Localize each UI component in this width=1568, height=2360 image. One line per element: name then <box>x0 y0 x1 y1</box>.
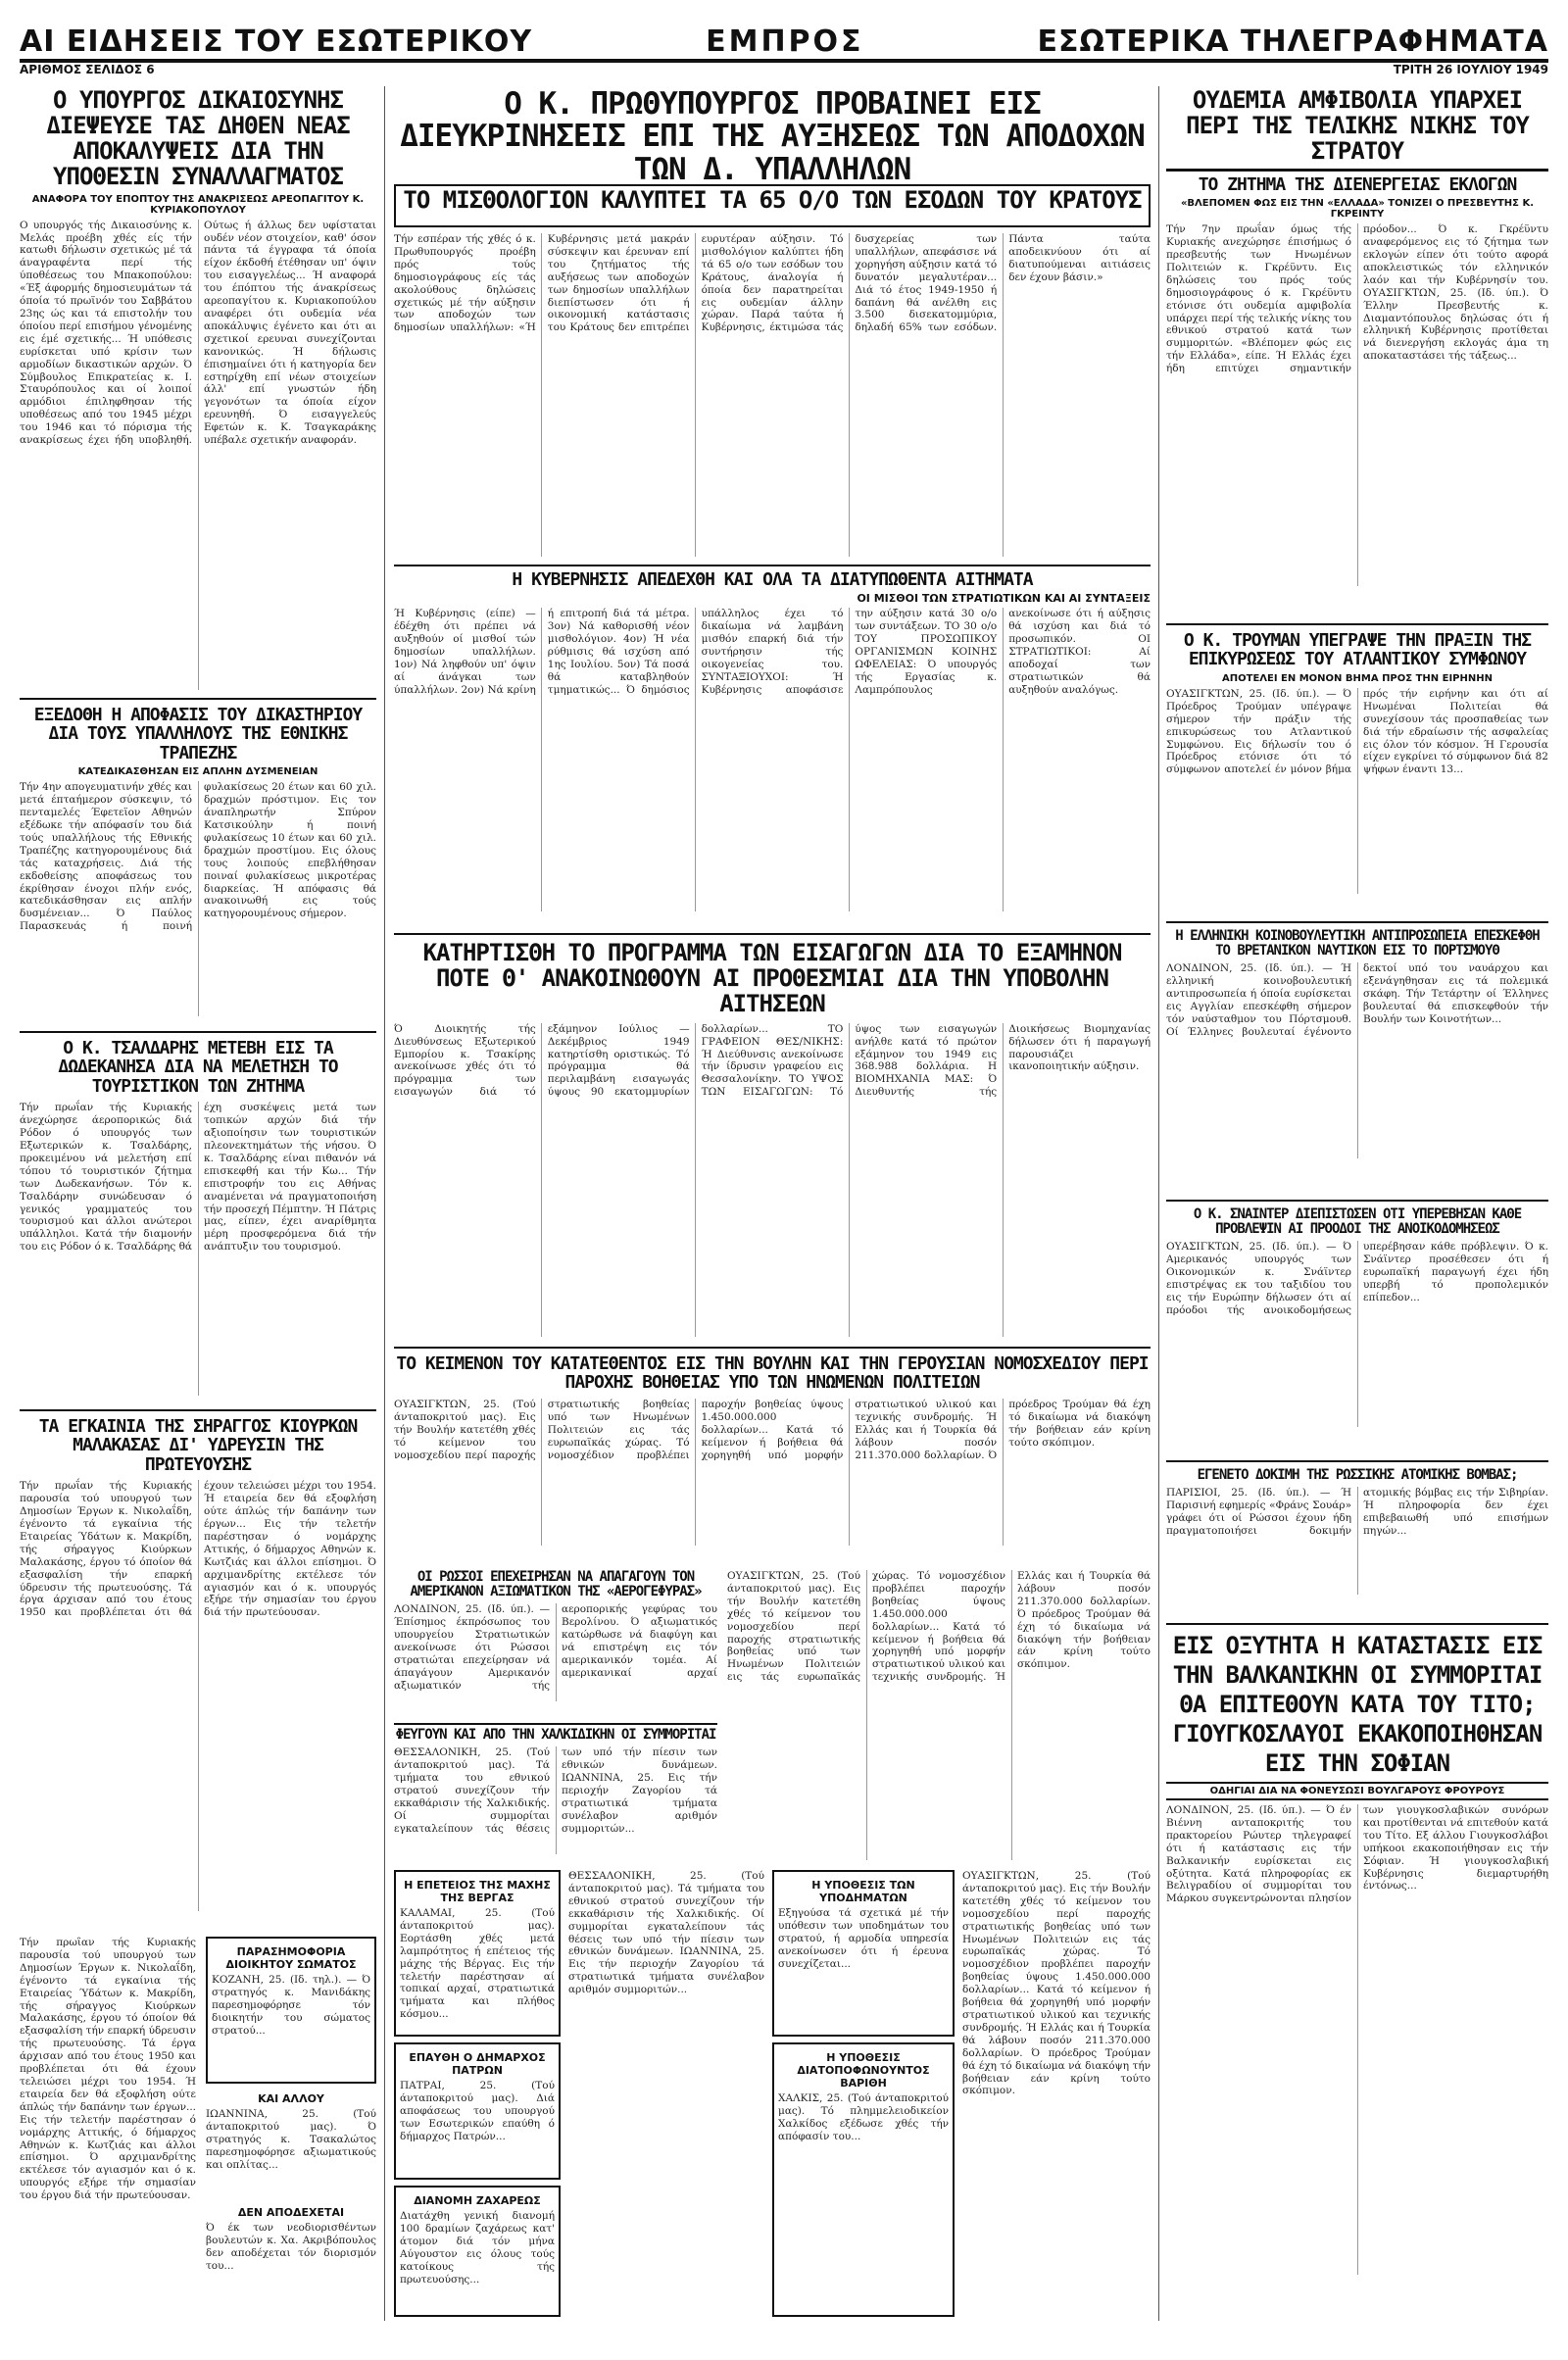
headline: ΟΙ ΡΩΣΣΟΙ ΕΠΕΧΕΙΡΗΣΑΝ ΝΑ ΑΠΑΓΑΓΟΥΝ ΤΟΝ ΑΜΕΡΙΚΑΝΟΝ ΑΞΙΩΜΑΤΙΚΟΝ ΤΗΣ «ΑΕΡΟΓΕΦΥΡΑΣ» <box>410 1570 702 1600</box>
headline: ΤΑ ΕΓΚΑΙΝΙΑ ΤΗΣ ΣΗΡΑΓΓΟΣ ΚΙΟΥΡΚΩΝ ΜΑΛΑΚΑΣΑΣ ΔΙ' ΥΔΡΕΥΣΙΝ ΤΗΣ ΠΡΩΤΕΥΟΥΣΗΣ <box>38 1417 358 1475</box>
article-balkans <box>1166 1631 1548 2317</box>
divider-bar <box>1166 169 1548 172</box>
article-atomic-bomb <box>1166 1468 1548 1617</box>
section-rule <box>394 933 1151 935</box>
section-rule <box>1166 921 1548 923</box>
issue-date: ΤΡΙΤΗ 26 ΙΟΥΛΙΟΥ 1949 <box>1393 63 1548 76</box>
subheadline-box <box>394 184 1151 227</box>
article-body: Τήν πρωΐαν τής Κυριακής άνεχώρησε άεροπορικώς διά Ρόδον ό υπουργός των Εξωτερικών κ. Τσαλδάρης, προκειμένου νά μελετήση επί τόπου τό τουριστικόν ζήτημα των Δωδεκανήσων. Τόν κ. Τσαλδάρην συνώδευσαν ό γενικός γραμματεύς του τουρισμού και άλλοι ανώτεροι υπάλληλοι. Κατά τήν διαμονήν του εις Ρόδον ό κ. Τσαλδάρης θά έχη συσκέψεις μετά των τοπικών αρχών διά τήν αξιοποίησιν των τουριστικών πλεονεκτημάτων τής νήσου. Ό κ. Τσαλδάρης είναι πιθανόν νά επισκεφθή και τήν Κω... Τήν επιστροφήν του εις Αθήνας αναμένεται νά πραγματοποιήση τήν προσεχή Πέμπτην. Ή Πάτρις μας, είπεν, έχει αναρίθμητα μέρη προσφερόμενα διά τήν ανάπτυξιν του τουρισμού. <box>20 1102 376 1254</box>
article-body: ΠΑΤΡΑΙ, 25. (Τού άνταποκριτού μας). Διά αποφάσεως του υπουργού των Εσωτερικών επαύθη ό δήμαρχος Πατρών... <box>400 2080 555 2142</box>
article-body: ΠΑΡΙΣΙΟΙ, 25. (Ιδ. ύπ.). — Ή Παρισινή εφημερίς «Φράνς Σουάρ» γράφει ότι οί Ρώσσοι έχουν ήδη πραγματοποιήσει δοκιμήν ατομικής βόμβας εις τήν Σιβηρίαν. Ή πληροφορία δεν έχει επιβεβαιωθή υπό επισήμων πηγών... <box>1166 1487 1548 1537</box>
byline: «ΒΛΕΠΟΜΕΝ ΦΩΣ ΕΙΣ ΤΗΝ «ΕΛΛΑΔΑ» ΤΟΝΙΖΕΙ Ο ΠΡΕΣΒΕΥΤΗΣ Κ. ΓΚΡΕΙΝΤΥ <box>1180 198 1535 221</box>
section-rule <box>1166 623 1548 625</box>
section-rule <box>20 1031 376 1033</box>
page-number: ΑΡΙΘΜΟΣ ΣΕΛΙΔΟΣ 6 <box>20 63 155 76</box>
article-varithi <box>772 2042 955 2317</box>
article-body: ΘΕΣΣΑΛΟΝΙΚΗ, 25. (Τού άνταποκριτού μας). Τά τμήματα του εθνικού στρατού συνεχίζουν τήν εκκαθάρισιν τής Χαλκιδικής. Οί συμμορίται εγκαταλείπουν τάς θέσεις των υπό τήν πίεσιν των εθνικών δυνάμεων. ΙΩΑΝΝΙΝΑ, 25. Εις τήν περιοχήν Ζαγορίου τά στρατιωτικά τμήματα συνέλαβον αριθμόν συμμοριτών... <box>568 1870 764 1996</box>
section-rule <box>20 698 376 700</box>
article-portsmouth <box>1166 929 1548 1194</box>
article-russians-abduct <box>394 1570 717 1717</box>
article-body: Ό Διοικητής τής Διευθύνσεως Εξωτερικού Εμπορίου κ. Τσακίρης ανεκοίνωσε χθές ότι τό πρόγραμμα των εισαγωγών διά τό εξάμηνον Ιούλιος — Δεκέμβριος 1949 κατηρτίσθη οριστικώς. Τό πρόγραμμα θά περιλαμβάνη εισαγωγάς ύψους 90 εκατομμυρίων δολλαρίων... ΤΟ ΓΡΑΦΕΙΟΝ ΘΕΣ/ΝΙΚΗΣ: Ή Διεύθυνσις ανεκοίνωσε τήν ίδρυσιν γραφείου εις Θεσσαλονίκην. ΤΟ ΥΨΟΣ ΤΩΝ ΕΙΣΑΓΩΓΩΝ: Τό ύψος των εισαγωγών ανήλθε κατά τό πρώτον εξάμηνον του 1949 εις 368.988 δολλάρια. Η ΒΙΟΜΗΧΑΝΙΑ ΜΑΣ: Ό Διευθυντής τής Διοικήσεως Βιομηχανίας δήλωσεν ότι ή παραγωγή παρουσιάζει ικανοποιητικήν αύξησιν. <box>394 1022 1151 1099</box>
headline: ΕΙΣ ΟΞΥΤΗΤΑ Η ΚΑΤΑΣΤΑΣΙΣ ΕΙΣ ΤΗΝ ΒΑΛΚΑΝΙΚΗΝ ΟΙ ΣΥΜΜΟΡΙΤΑΙ ΘΑ ΕΠΙΤΕΘΟΥΝ ΚΑΤΑ ΤΟΥ ΤΙΤΟ; ΓΙΟΥΓΚΟΣΛΑΥΟΙ ΕΚΑΚΟΠΟΙΗΘΗΣΑΝ ΕΙΣ ΤΗΝ ΣΟΦΙΑΝ <box>1172 1632 1543 1777</box>
headline: ΕΓΕΝΕΤΟ ΔΟΚΙΜΗ ΤΗΣ ΡΩΣΣΙΚΗΣ ΑΤΟΜΙΚΗΣ ΒΟΜΒΑΣ; <box>1197 1468 1518 1483</box>
article-body: Τήν 7ην πρωΐαν όμως τής Κυριακής ανεχώρησε έπισήμως ό πρεσβευτής των Ηνωμένων Πολιτειών κ. Γκρέϋντυ. Εις δηλώσεις του πρός τούς δημοσιογράφους ό κ. Γκρέϋντυ ετόνισε ότι ουδεμία αμφιβολία υπάρχει περί τής τελικής νίκης του εθνικού στρατού κατά των συμμοριτών. «Βλέπομεν φώς εις τήν Ελλάδα», είπε. Ή Ελλάς έχει ήδη επιτύχει σημαντικήν πρόοδον... Ό κ. Γκρέϋντυ αναφερόμενος εις τό ζήτημα των εκλογών είπεν ότι τούτο αφορά αποκλειστικώς τόν ελληνικόν λαόν και τήν Κυβέρνησίν του. ΟΥΑΣΙΓΚΤΩΝ, 25. (Ιδ. ύπ.). Ό Έλλην Πρεσβευτής κ. Διαμαντόπουλος δηλώσας ότι ή ελληνική Κυβέρνησις προτίθεται νά διενεργήση εκλογάς άμα τη αποκαταστάσει τής τάξεως... <box>1166 223 1548 375</box>
article-body: ΟΥΑΣΙΓΚΤΩΝ, 25. (Τού άνταποκριτού μας). Εις τήν Βουλήν κατετέθη χθές τό κείμενον του νομοσχεδίου περί παροχής στρατιωτικής βοηθείας υπό των Ηνωμένων Πολιτειών εις τάς ευρωπαϊκάς χώρας. Τό νομοσχέδιον προβλέπει παροχήν βοηθείας ύψους 1.450.000.000 δολλαρίων... Κατά τό κείμενον ή βοήθεια θά χορηγηθή υπό μορφήν στρατιωτικού υλικού και τεχνικής συνδρομής. Ή Ελλάς και ή Τουρκία θά λάβουν ποσόν 211.370.000 δολλαρίων. Ό πρόεδρος Τρούμαν θά έχη τό δικαίωμα νά διακόψη τήν βοήθειαν εάν κρίνη τούτο σκόπιμον. <box>962 1870 1151 2097</box>
byline: ΚΑΤΕΔΙΚΑΣΘΗΣΑΝ ΕΙΣ ΑΠΛΗΝ ΔΥΣΜΕΝΕΙΑΝ <box>77 766 318 778</box>
article-body: Ο υπουργός τής Δικαιοσύνης κ. Μελάς προέβη χθές είς τήν κατωθι δήλωσιν σχετικώς μέ τά άναγραφέντα περί τής ύποθέσεως του Μπακοπούλου: «Έξ άφορμής δημοσιευμάτων τά όποία τό πρωϊνόν του Σαββάτου 23ης ώς και τά επιστολήν του όποίου περί επισήμου γένομένης εις έμέ σχετικής... Ή υπόθεσις ευρίσκεται υπό κρίσιν των αρμοδίων δικαστικών αρχών. Ό Σύμβουλος Επικρατείας κ. Ι. Σταυρόπουλος και οί λοιποί αρμόδιοι έπιληφθησαν τής υποθέσεως από του 1945 μέχρι του 1946 και τό πόρισμα τής ανακρίσεως έχει ήδη υποβληθή. Ούτως ή άλλως δεν υφίσταται ουδέν νέον στοιχείον, καθ' όσον πάντα τά έγγραφα τά όποία είχον έκδοθή έτέθησαν υπ' όψιν του εισαγγελέως... Ή αναφορά του έπόπτου τής άνακρίσεως αρεοπαγίτου κ. Κυριακοπούλου αναφέρει ότι ουδεμία νέα αποκάλυψις έγένετο και ότι αι σχετικοί ερευναι συνεχίζονται κανονικώς. Ή δήλωσις έπισημαίνει ότι ή κατηγορία δεν εστηρίχθη επί νέων στοιχείων άλλ' επί γνωστών ήδη γεγονότων τα όποία είχον ερευνηθή. Ό εισαγγελεύς Εφετών κ. Κ. Τσαγκαράκης υπέβαλε σχετικήν αναφοράν. <box>20 219 376 447</box>
article-pm-salaries-header <box>394 88 1151 182</box>
headline: ΕΞΕΔΟΘΗ Η ΑΠΟΦΑΣΙΣ ΤΟΥ ΔΙΚΑΣΤΗΡΙΟΥ ΔΙΑ ΤΟΥΣ ΥΠΑΛΛΗΛΟΥΣ ΤΗΣ ΕΘΝΙΚΗΣ ΤΡΑΠΕΖΗΣ <box>33 706 363 763</box>
article-shoes <box>772 1870 955 2037</box>
column-divider <box>384 86 385 2321</box>
headline: Η ΥΠΟΘΕΣΙΣ ΤΩΝ ΥΠΟΔΗΜΑΤΩΝ <box>811 1879 915 1904</box>
article-body: ΟΥΑΣΙΓΚΤΩΝ, 25. (Ιδ. ύπ.). — Ό Πρόεδρος Τρούμαν υπέγραψε σήμερον τήν πράξιν τής επικυρώσεως του Ατλαντικού Συμφώνου. Εις δήλωσίν του ό Πρόεδρος ετόνισε ότι τό σύμφωνον αποτελεί έν μόνον βήμα πρός τήν ειρήνην και ότι αί Ηνωμέναι Πολιτείαι θά συνεχίσουν τάς προσπαθείας των διά τήν εδραίωσιν τής ασφαλείας εις όλον τόν κόσμον. Ή Γερουσία είχεν εγκρίνει τό σύμφωνον διά 82 ψήφων έναντι 13... <box>1166 687 1548 776</box>
byline: ΟΔΗΓΙΑΙ ΔΙΑ ΝΑ ΦΟΝΕΥΣΩΣΙ ΒΟΥΛΓΑΡΟΥΣ ΦΡΟΥΡΟΥΣ <box>1166 1782 1548 1800</box>
article-government-demands <box>394 565 1151 927</box>
article-body: Τήν εσπέραν τής χθές ό κ. Πρωθυπουργός προέβη πρός τούς δημοσιογράφους είς τάς ακολούθους δηλώσεις σχετικώς μέ τήν αύξησιν των αποδοχών των δημοσίων υπαλλήλων: «Ή Κυβέρνησις μετά μακράν σύσκεψιν και έρευναν επί του ζητήματος τής αυξήσεως των αποδοχών των δημοσίων υπαλλήλων διεπίστωσεν ότι ή οικονομική κατάστασις του Κράτους δεν επιτρέπει ευρυτέραν αύξησιν. Τό μισθολόγιον καλύπτει ήδη τά 65 ο/ο των εσόδων του Κράτους, άναλογία ή όποία δεν παρατηρείται εις ουδεμίαν άλλην χώραν. Παρά ταύτα ή Κυβέρνησις, έκτιμώσα τάς δυσχερείας των υπαλλήλων, απεφάσισε νά χορηγήση αύξησιν κατά τό δυνατόν μεγαλυτέραν... Διά τό έτος 1949-1950 ή δαπάνη θά ανέλθη εις 3.500 δισεκατομμύρια, δηλαδή 65% των εσόδων. Πάντα ταύτα αποδεικνύουν ότι αί διατυπούμεναι αιτιάσεις δεν έχουν βάσιν.» <box>394 233 1151 334</box>
article-body: Ή Κυβέρνησις (είπε) — έδέχθη ότι πρέπει νά αυξηθούν οί μισθοί τών δημοσίων υπαλλήλων. 1ον) Νά ληφθούν υπ' όψιν αί άνάγκαι των ύπαλλήλων. 2ον) Νά κρίνη ή επιτροπή διά τά μέτρα. 3ον) Νά καθορισθή νέον μισθολόγιον. 4ον) Ή νέα ρύθμισις θά ισχύση από 1ης Ιουλίου. 5ον) Τά ποσά θά καταβληθούν τμηματικώς... Ό δημόσιος υπάλληλος έχει τό δικαίωμα νά λαμβάνη μισθόν επαρκή διά τήν συντήρησιν τής οικογενείας του. ΣΥΝΤΑΞΙΟΥΧΟΙ: Ή Κυβέρνησις αποφάσισε την αύξησιν κατά 30 ο/ο των συντάξεων. ΤΟ 30 ο/ο ΤΟΥ ΠΡΟΣΩΠΙΚΟΥ ΟΡΓΑΝΙΣΜΩΝ ΚΟΙΝΗΣ ΩΦΕΛΕΙΑΣ: Ό υπουργός τής Εργασίας κ. Λαμπρόπουλος ανεκοίνωσε ότι ή αύξησις θά ισχύση και διά τό προσωπικόν. ΟΙ ΣΤΡΑΤΙΩΤΙΚΟΙ: Αί αποδοχαί των στρατιωτικών θά αυξηθούν αναλόγως. <box>394 608 1151 696</box>
article-tunnel <box>20 1417 376 1927</box>
article-us-aid-continued-2 <box>962 1870 1151 2317</box>
article-pm-salaries <box>394 233 1151 557</box>
headline: ΟΥΔΕΜΙΑ ΑΜΦΙΒΟΛΙΑ ΥΠΑΡΧΕΙ ΠΕΡΙ ΤΗΣ ΤΕΛΙΚΗΣ ΝΙΚΗΣ ΤΟΥ ΣΤΡΑΤΟΥ <box>1186 88 1529 165</box>
section-rule <box>1166 1460 1548 1462</box>
headline: Ο ΥΠΟΥΡΓΟΣ ΔΙΚΑΙΟΣΥΝΗΣ ΔΙΕΨΕΥΣΕ ΤΑΣ ΔΗΘΕΝ ΝΕΑΣ ΑΠΟΚΑΛΥΨΕΙΣ ΔΙΑ ΤΗΝ ΥΠΟΘΕΣΙΝ ΣΥΝΑΛΛΑΓΜΑΤΟΣ <box>46 88 350 190</box>
headline: Η ΥΠΟΘΕΣΙΣ ΔΙΑΤΟΠΟΦΩΝΟΥΝΤΟΣ ΒΑΡΙΘΗ <box>797 2051 930 2090</box>
article-body: Διατάχθη γενική διανομή 100 δραμίων ζαχάρεως κατ' άτομον διά τόν μήνα Αύγουστον εις όλους τούς κατοίκους τής πρωτευούσης... <box>400 2210 555 2286</box>
subheadline: ΤΟ ΖΗΤΗΜΑ ΤΗΣ ΔΙΕΝΕΡΓΕΙΑΣ ΕΚΛΟΓΩΝ <box>1198 173 1517 195</box>
article-body: ΛΟΝΔΙΝΟΝ, 25. (Ιδ. ύπ.). — Ό έν Βιέννη ανταποκριτής του πρακτορείου Ρώυτερ τηλεγραφεί ότι ή κατάστασις εις τήν Βαλκανικήν ευρίσκεται εις οξύτητα. Κατά πληροφορίας εκ Βελιγραδίου οί συμμορίται του Μάρκου συγκεντρώνονται πλησίον των γιουγκοσλαβικών συνόρων και προτίθενται νά επιτεθούν κατά του Τίτο. Εξ άλλου Γιουγκοσλάβοι υπήκοοι εκακοποιήθησαν εις τήν Σόφιαν. Ή γιουγκοσλαβική Κυβέρνησις διεμαρτυρήθη έντόνως... <box>1166 1804 1548 1905</box>
article-truman <box>1166 631 1548 915</box>
section-rule <box>1166 1623 1548 1625</box>
article-imports <box>394 941 1151 1341</box>
column-divider <box>1158 86 1159 2321</box>
article-body: ΧΑΛΚΙΣ, 25. (Τού άνταποκριτού μας). Τό πλημμελειοδικείον Χαλκίδος εξέδωσε χθές τήν απόφασίν του... <box>778 2092 949 2142</box>
right-section-title: ΕΣΩΤΕΡΙΚΑ ΤΗΛΕΓΡΑΦΗΜΑΤΑ <box>1037 25 1548 59</box>
article-chalkidiki <box>394 1723 717 1860</box>
article-body: ΙΩΑΝΝΙΝΑ, 25. (Τού άνταποκριτού μας). Ό στρατηγός κ. Τσακαλώτος παρεσημοφόρησε αξιωματικούς και οπλίτας... <box>206 2108 376 2171</box>
newspaper-page <box>20 16 1548 2329</box>
subheadline: ΤΟ ΜΙΣΘΟΛΟΓΙΟΝ ΚΑΛΥΠΤΕΙ ΤΑ 65 Ο/Ο ΤΩΝ ΕΣΟΔΩΝ ΤΟΥ ΚΡΑΤΟΥΣ <box>403 186 1142 214</box>
headline: ΚΑΙ ΑΛΛΟΥ <box>258 2092 324 2105</box>
headline: ΕΠΑΥΘΗ Ο ΔΗΜΑΡΧΟΣ ΠΑΤΡΩΝ <box>409 2051 546 2077</box>
article-justice-minister <box>20 88 376 692</box>
article-body: ΘΕΣΣΑΛΟΝΙΚΗ, 25. (Τού άνταποκριτού μας). Τά τμήματα του εθνικού στρατού συνεχίζουν τήν εκκαθάρισιν τής Χαλκιδικής. Οί συμμορίται εγκαταλείπουν τάς θέσεις των υπό τήν πίεσιν των εθνικών δυνάμεων. ΙΩΑΝΝΙΝΑ, 25. Εις τήν περιοχήν Ζαγορίου τά στρατιωτικά τμήματα συνέλαβον αριθμόν συμμοριτών... <box>394 1746 717 1835</box>
article-body: Εξηγούσα τά σχετικά μέ τήν υπόθεσιν των υποδημάτων του στρατού, ή αρμοδία υπηρεσία ανεκοίνωσεν ότι ή έρευνα συνεχίζεται... <box>778 1907 949 1970</box>
article-body: ΛΟΝΔΙΝΟΝ, 25. (Ιδ. ύπ.). — Ή ελληνική κοινοβουλευτική αντιπροσωπεία ή όποία ευρίσκεται εις Αγγλίαν επεσκέφθη σήμερον τόν ναύσταθμον του Πόρτσμουθ. Οί Έλληνες βουλευταί έγένοντο δεκτοί υπό του ναυάρχου και εξενάγηθησαν εις τά πολεμικά σκάφη. Τήν Τετάρτην οί Έλληνες βουλευταί θά επισκεφθούν τήν Βουλήν των Κοινοτήτων... <box>1166 962 1548 1038</box>
article-body: ΚΑΛΑΜΑΙ, 25. (Τού άνταποκριτού μας). Εορτάσθη χθές μετά λαμπρότητος ή επέτειος τής μάχης τής Βέργας. Εις τήν τελετήν παρέστησαν αί τοπικαί αρχαί, στρατιωτικά τμήματα και πλήθος κόσμου... <box>400 1907 555 2021</box>
article-body: ΚΟΖΑΝΗ, 25. (Ιδ. τηλ.). — Ό στρατηγός κ. Μανιδάκης παρεσημοφόρησε τόν διοικητήν του σώματος στρατού... <box>212 1974 370 2037</box>
headline: Ο Κ. ΤΣΑΛΔΑΡΗΣ ΜΕΤΕΒΗ ΕΙΣ ΤΑ ΔΩΔΕΚΑΝΗΣΑ ΔΙΑ ΝΑ ΜΕΛΕΤΗΣΗ ΤΟ ΤΟΥΡΙΣΤΙΚΟΝ ΤΩΝ ΖΗΤΗΜΑ <box>58 1039 338 1097</box>
article-body: Τήν πρωΐαν τής Κυριακής παρουσία τού υπουργού των Δημοσίων Έργων κ. Νικολαΐδη, έγένοντο τά εγκαίνια τής Εταιρείας Ύδάτων κ. Μακρίδη, τής σήραγγος Κιούρκων Μαλακάσης, έργου τό όποίον θά εξασφαλίση τήν επαρκή ύδρευσιν τής πρωτευούσης. Τά έργα άρχισαν από του έτους 1950 και προβλέπεται ότι θά έχουν τελειώσει μέχρι του 1954. Ή εταιρεία δεν θά εξοφλήση ούτε άπλώς τήν δαπάνην των έργων... Εις τήν τελετήν παρέστησαν ό νομάρχης Αττικής, ό δήμαρχος Αθηνών κ. Κωτζιάς και άλλοι επίσημοι. Ό αρχιμανδρίτης εκτέλεσε τόν αγιασμόν και ό κ. υπουργός εξήρε τήν σημασίαν του έργου διά τήν πρωτεύουσαν. <box>20 1480 376 1619</box>
headline: ΤΟ ΚΕΙΜΕΝΟΝ ΤΟΥ ΚΑΤΑΤΕΘΕΝΤΟΣ ΕΙΣ ΤΗΝ ΒΟΥΛΗΝ ΚΑΙ ΤΗΝ ΓΕΡΟΥΣΙΑΝ ΝΟΜΟΣΧΕΔΙΟΥ ΠΕΡΙ ΠΑΡΟΧΗΣ ΒΟΗΘΕΙΑΣ ΥΠΟ ΤΩΝ ΗΝΩΜΕΝΩΝ ΠΟΛΙΤΕΙΩΝ <box>396 1354 1149 1394</box>
headline: ΚΑΤΗΡΤΙΣΘΗ ΤΟ ΠΡΟΓΡΑΜΜΑ ΤΩΝ ΕΙΣΑΓΩΓΩΝ ΔΙΑ ΤΟ ΕΞΑΜΗΝΟΝ ΠΟΤΕ Θ' ΑΝΑΚΟΙΝΩΘΟΥΝ ΑΙ ΠΡΟΘΕΣΜΙΑΙ ΔΙΑ ΤΗΝ ΥΠΟΒΟΛΗΝ ΑΙΤΗΣΕΩΝ <box>422 941 1122 1017</box>
headline: Η ΕΛΛΗΝΙΚΗ ΚΟΙΝΟΒΟΥΛΕΥΤΙΚΗ ΑΝΤΙΠΡΟΣΩΠΕΙΑ ΕΠΕΣΚΕΦΘΗ ΤΟ ΒΡΕΤΑΝΙΚΟΝ ΝΑΥΤΙΚΟΝ ΕΙΣ ΤΟ ΠΟΡΤΣΜΟΥΘ <box>1175 929 1540 959</box>
headline: ΠΑΡΑΣΗΜΟΦΟΡΙΑ ΔΙΟΙΚΗΤΟΥ ΣΩΜΑΤΟΣ <box>225 1945 357 1971</box>
article-body: ΟΥΑΣΙΓΚΤΩΝ, 25. (Ιδ. ύπ.). — Ό Αμερικανός υπουργός των Οικονομικών κ. Σνάϊντερ επιστρέψας εκ του ταξιδίου του εις τήν Ευρώπην δήλωσεν ότι αί πρόοδοι τής ανοικοδομήσεως υπερέβησαν κάθε πρόβλεψιν. Ό κ. Σνάϊντερ προσέθεσεν ότι ή ευρωπαϊκή παραγωγή έχει ήδη υπερβή τό προπολεμικόν επίπεδον... <box>1166 1241 1548 1316</box>
article-patras-mayor <box>394 2042 561 2180</box>
article-body: ΟΥΑΣΙΓΚΤΩΝ, 25. (Τού άνταποκριτού μας). Εις τήν Βουλήν κατετέθη χθές τό κείμενον του νομοσχεδίου περί παροχής στρατιωτικής βοηθείας υπό των Ηνωμένων Πολιτειών εις τάς ευρωπαϊκάς χώρας. Τό νομοσχέδιον προβλέπει παροχήν βοηθείας ύψους 1.450.000.000 δολλαρίων... Κατά τό κείμενον ή βοήθεια θά χορηγηθή υπό μορφήν στρατιωτικού υλικού και τεχνικής συνδρομής. Ή Ελλάς και ή Τουρκία θά λάβουν ποσόν 211.370.000 δολλαρίων. Ό πρόεδρος Τρούμαν θά έχη τό δικαίωμα νά διακόψη τήν βοήθειαν εάν κρίνη τούτο σκόπιμον. <box>727 1570 1151 1684</box>
article-body: ΛΟΝΔΙΝΟΝ, 25. (Ιδ. ύπ.). — Έπίσημος έκπρόσωπος του υπουργείου Στρατιωτικών ανεκοίνωσε ότι Ρώσσοι στρατιώται επεχείρησαν νά άπαγάγουν Αμερικανόν αξιωματικόν τής αεροπορικής γεφύρας του Βερολίνου. Ό αξιωματικός κατώρθωσε νά διαφύγη και νά επιστρέψη εις τόν αμερικανικόν τομέα. Αί αμερικανικαί αρχαί <box>394 1603 717 1692</box>
article-us-aid <box>394 1354 1151 1564</box>
headline: Ο Κ. ΤΡΟΥΜΑΝ ΥΠΕΓΡΑΨΕ ΤΗΝ ΠΡΑΞΙΝ ΤΗΣ ΕΠΙΚΥΡΩΣΕΩΣ ΤΟΥ ΑΤΛΑΝΤΙΚΟΥ ΣΥΜΦΩΝΟΥ <box>1183 631 1532 670</box>
section-rule <box>394 1347 1151 1349</box>
article-tsaldaris <box>20 1039 376 1403</box>
headline: ΔΕΝ ΑΠΟΔΕΧΕΤΑΙ <box>237 2206 345 2219</box>
article-and-elsewhere <box>206 2090 376 2197</box>
article-verga <box>394 1870 561 2037</box>
subheadline: ΟΙ ΜΙΣΘΟΙ ΤΩΝ ΣΤΡΑΤΙΩΤΙΚΩΝ ΚΑΙ ΑΙ ΣΥΝΤΑΞΕΙΣ <box>857 592 1151 606</box>
left-section-title: ΑΙ ΕΙΔΗΣΕΙΣ ΤΟΥ ΕΣΩΤΕΡΙΚΟΥ <box>20 25 533 59</box>
article-sugar <box>394 2186 561 2317</box>
byline: ΑΝΑΦΟΡΑ ΤΟΥ ΕΠΟΠΤΟΥ ΤΗΣ ΑΝΑΚΡΙΣΕΩΣ ΑΡΕΟΠΑΓΙΤΟΥ Κ. ΚΥΡΙΑΚΟΠΟΥΛΟΥ <box>31 193 365 216</box>
article-body: Τήν πρωΐαν τής Κυριακής παρουσία τού υπουργού των Δημοσίων Έργων κ. Νικολαΐδη, έγένοντο τά εγκαίνια τής Εταιρείας Ύδάτων κ. Μακρίδη, τής σήραγγος Κιούρκων Μαλακάσης, έργου τό όποίον θά εξασφαλίση τήν επαρκή ύδρευσιν τής πρωτευούσης. Τά έργα άρχισαν από του έτους 1950 και προβλέπεται ότι θά έχουν τελειώσει μέχρι του 1954. Ή εταιρεία δεν θά εξοφλήση ούτε άπλώς τήν δαπάνην των έργων... Εις τήν τελετήν παρέστησαν ό νομάρχης Αττικής, ό δήμαρχος Αθηνών κ. Κωτζιάς και άλλοι επίσημοι. Ό αρχιμανδρίτης εκτέλεσε τόν αγιασμόν και ό κ. υπουργός εξήρε τήν σημασίαν του έργου διά τήν πρωτεύουσαν. <box>20 1937 196 2202</box>
headline: ΦΕΥΓΟΥΝ ΚΑΙ ΑΠΟ ΤΗΝ ΧΑΛΚΙΔΙΚΗΝ ΟΙ ΣΥΜΜΟΡΙΤΑΙ <box>394 1723 717 1743</box>
headline: Ο Κ. ΣΝΑΙΝΤΕΡ ΔΙΕΠΙΣΤΩΣΕΝ ΟΤΙ ΥΠΕΡΕΒΗΣΑΝ ΚΑΘΕ ΠΡΟΒΛΕΨΙΝ ΑΙ ΠΡΟΟΔΟΙ ΤΗΣ ΑΝΟΙΚΟΔΟΜΗΣΕΩΣ <box>1193 1207 1522 1238</box>
article-army-victory <box>1166 88 1548 617</box>
byline: ΑΠΟΤΕΛΕΙ ΕΝ ΜΟΝΟΝ ΒΗΜΑ ΠΡΟΣ ΤΗΝ ΕΙΡΗΝΗΝ <box>1222 672 1493 684</box>
article-tunnel-continued <box>20 1937 196 2317</box>
section-rule <box>20 1409 376 1411</box>
headline: Η ΚΥΒΕΡΝΗΣΙΣ ΑΠΕΔΕΧΘΗ ΚΑΙ ΟΛΑ ΤΑ ΔΙΑΤΥΠΩΘΕΝΤΑ ΑΙΤΗΜΑΤΑ <box>394 565 1151 589</box>
article-decoration <box>206 1937 376 2084</box>
headline: Η ΕΠΕΤΕΙΟΣ ΤΗΣ ΜΑΧΗΣ ΤΗΣ ΒΕΡΓΑΣ <box>404 1879 551 1904</box>
headline: ΔΙΑΝΟΜΗ ΖΑΧΑΡΕΩΣ <box>414 2194 541 2207</box>
article-us-aid-continued <box>727 1570 1151 1860</box>
headline: Ο Κ. ΠΡΩΘΥΠΟΥΡΓΟΣ ΠΡΟΒΑΙΝΕΙ ΕΙΣ ΔΙΕΥΚΡΙΝΗΣΕΙΣ ΕΠΙ ΤΗΣ ΑΥΞΗΣΕΩΣ ΤΩΝ ΑΠΟΔΟΧΩΝ ΤΩΝ Δ. ΥΠΑΛΛΗΛΩΝ <box>400 88 1145 182</box>
masthead <box>20 16 1548 63</box>
subline <box>20 63 1548 78</box>
article-body: ΟΥΑΣΙΓΚΤΩΝ, 25. (Τού άνταποκριτού μας). Εις τήν Βουλήν κατετέθη χθές τό κείμενον του νομοσχεδίου περί παροχής στρατιωτικής βοηθείας υπό των Ηνωμένων Πολιτειών εις τάς ευρωπαϊκάς χώρας. Τό νομοσχέδιον προβλέπει παροχήν βοηθείας ύψους 1.450.000.000 δολλαρίων... Κατά τό κείμενον ή βοήθεια θά χορηγηθή υπό μορφήν στρατιωτικού υλικού και τεχνικής συνδρομής. Ή Ελλάς και ή Τουρκία θά λάβουν ποσόν 211.370.000 δολλαρίων. Ό πρόεδρος Τρούμαν θά έχη τό δικαίωμα νά διακόψη τήν βοήθειαν εάν κρίνη τούτο σκόπιμον. <box>394 1398 1151 1461</box>
article-bank-court <box>20 706 376 1025</box>
article-declines <box>206 2203 376 2317</box>
article-body: Ό έκ των νεοδιορισθέντων βουλευτών κ. Χα. Ακριβόπουλος δεν αποδέχεται τόν διορισμόν του... <box>206 2222 376 2272</box>
article-snyder <box>1166 1207 1548 1454</box>
section-rule <box>1166 1200 1548 1202</box>
article-chalkidiki-continued <box>568 1870 764 2317</box>
newspaper-name: ΕΜΠΡΟΣ <box>706 25 864 59</box>
article-body: Τήν 4ην απογευματινήν χθές και μετά έπταήμερον σύσκεψιν, τό πενταμελές Έφετεϊον Αθηνών εξέδωκε τήν απόφασίν του διά τούς υπαλλήλους τής Εθνικής Τραπέζης κατηγορουμένους διά τάς καταχρήσεις. Διά τής εκδοθείσης αποφάσεως του έκρίθησαν ένοχοι πλήν ενός, κατεδικάσθησαν εις απλήν δυσμένειαν... Ό Παύλος Παρασκευάς ή ποινή φυλακίσεως 20 έτων και 60 χιλ. δραχμών πρόστιμον. Εις τον άναπληρωτήν Σπύρον Κατσικούλην ή ποινή φυλακίσεως 10 έτων και 60 χιλ. δραχμών προστίμου. Εις όλους τους λοιπούς επεβλήθησαν ποιναί φυλακίσεως μικροτέρας διαρκείας. Ή απόφασις θά ανακοινωθή εις τούς κατηγορουμένους σήμερον. <box>20 781 376 933</box>
